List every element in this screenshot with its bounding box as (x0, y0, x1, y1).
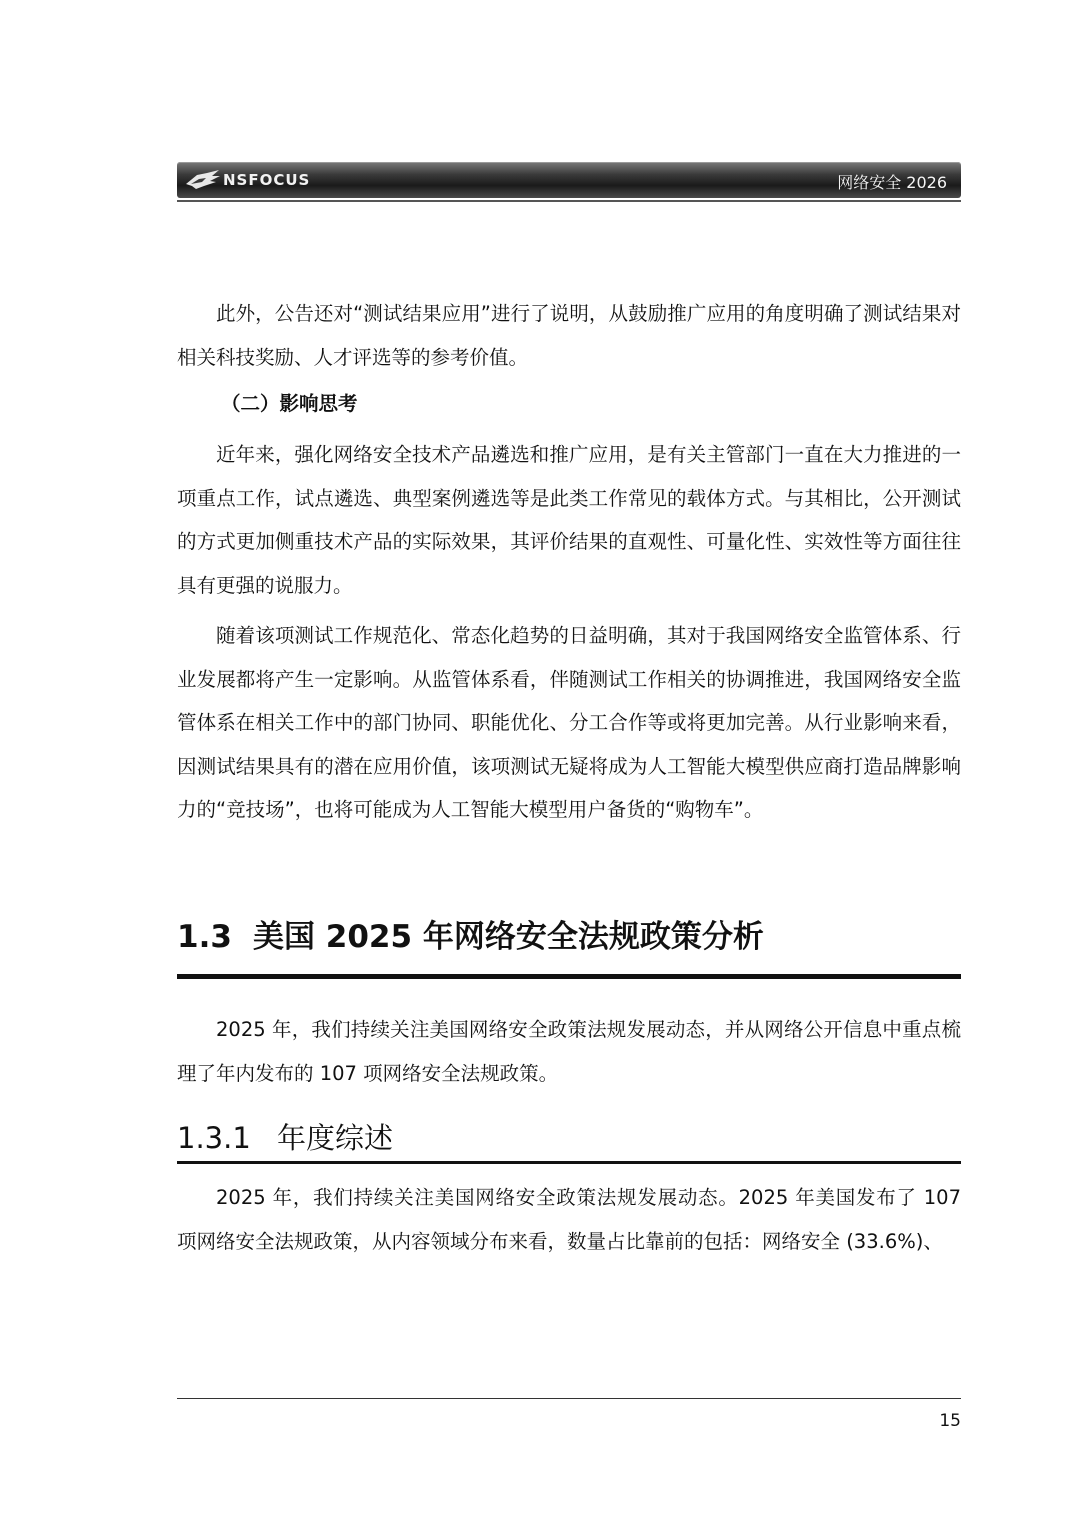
section-title: 美国 2025 年网络安全法规政策分析 (253, 919, 764, 955)
nsfocus-logo (185, 167, 310, 193)
section-number: 1.3 (177, 919, 232, 955)
logo-text: NSFOCUS (223, 171, 311, 189)
section-divider (177, 974, 961, 979)
header-divider (177, 200, 961, 202)
footer-divider (177, 1398, 961, 1399)
page-header (177, 162, 961, 198)
subsection-number: 1.3.1 (177, 1121, 251, 1155)
eagle-icon (185, 169, 221, 191)
subsection-divider (177, 1161, 961, 1164)
paragraph-recent-years: 近年来，强化网络安全技术产品遴选和推广应用，是有关主管部门一直在大力推进的一项重点工作，试点遴选、典型案例遴选等是此类工作常见的载体方式。与其相比，公开测试的方式更加侧重技术产品的实际效果，其评价结果的直观性、可量化性、实效性等方面往往具有更强的说服力。 (177, 443, 961, 597)
subsection-title: 年度综述 (277, 1121, 394, 1155)
page-number: 15 (939, 1411, 961, 1431)
paragraph-test-results: 此外，公告还对“测试结果应用”进行了说明，从鼓励推广应用的角度明确了测试结果对相关科技奖励、人才评选等的参考价值。 (177, 302, 961, 369)
subheading-impact-thoughts: （二）影响思考 (221, 392, 358, 415)
paragraph-annual-overview: 2025 年，我们持续关注美国网络安全政策法规发展动态。2025 年美国发布了 107 项网络安全法规政策，从内容领域分布来看，数量占比靠前的包括：网络安全 (33.6%)、 (177, 1186, 961, 1253)
section-heading-1-3 (177, 912, 961, 962)
paragraph-section-intro: 2025 年，我们持续关注美国网络安全政策法规发展动态，并从网络公开信息中重点梳理了年内发布的 107 项网络安全法规政策。 (177, 1018, 961, 1085)
header-title: 网络安全 2026 (837, 173, 947, 192)
paragraph-standardization: 随着该项测试工作规范化、常态化趋势的日益明确，其对于我国网络安全监管体系、行业发展都将产生一定影响。从监管体系看，伴随测试工作相关的协调推进，我国网络安全监管体系在相关工作中的部门协同、职能优化、分工合作等或将更加完善。从行业影响来看，因测试结果具有的潜在应用价值，该项测试无疑将成为人工智能大模型供应商打造品牌影响力的“竞技场”，也将可能成为人工智能大模型用户备货的“购物车”。 (177, 624, 961, 821)
subsection-heading-1-3-1 (177, 1116, 961, 1160)
